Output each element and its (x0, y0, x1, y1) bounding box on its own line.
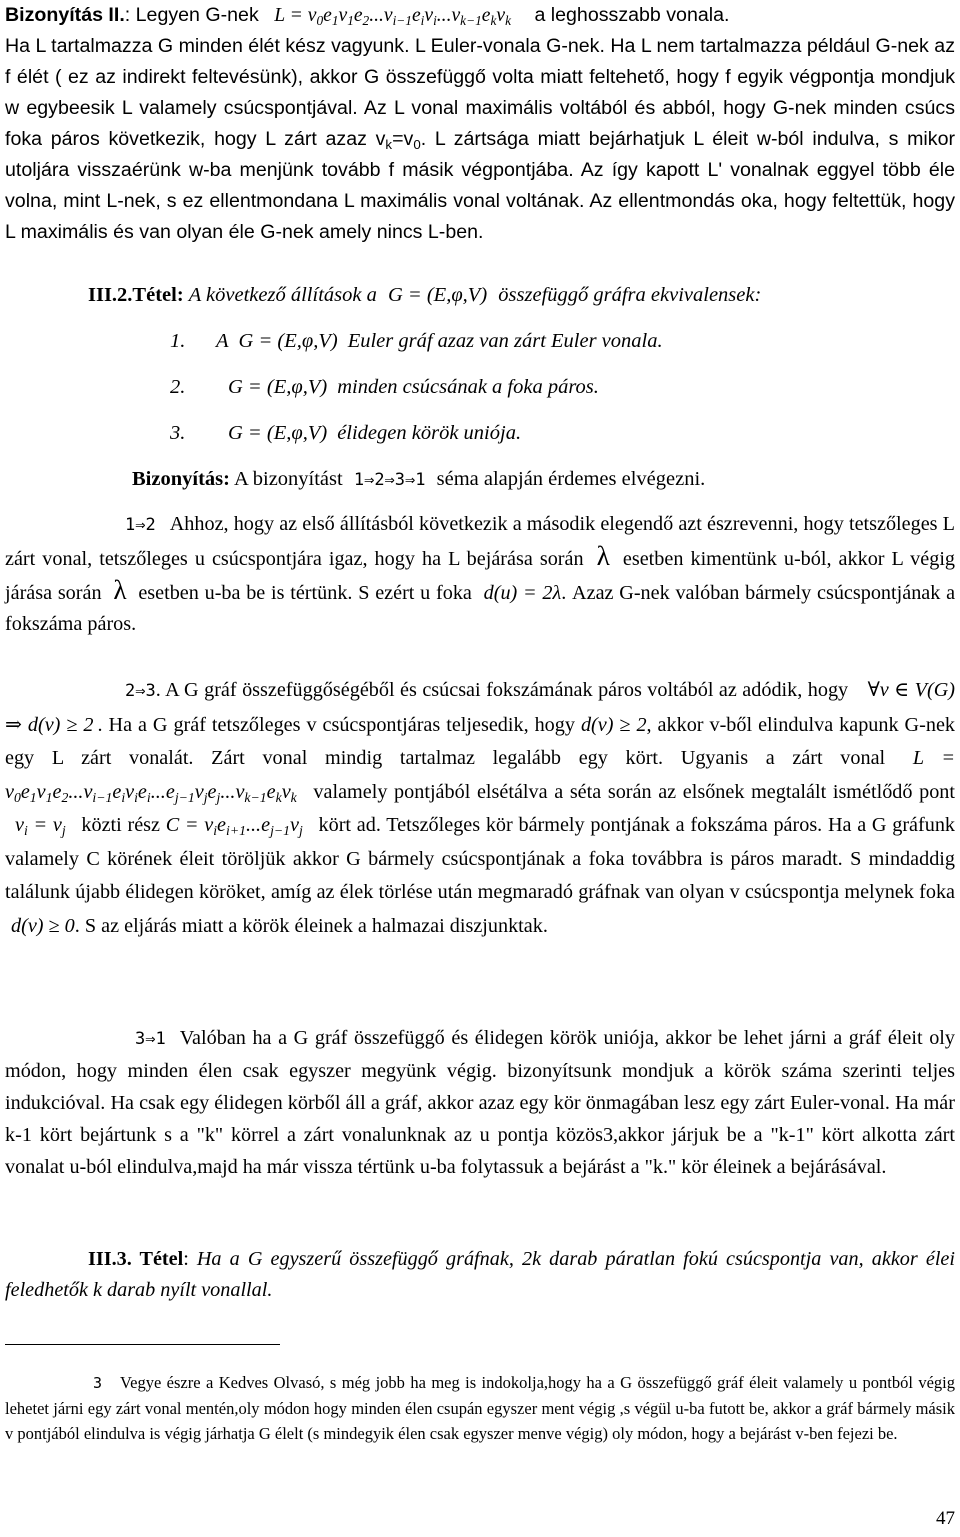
degree-condition-3: d(v) ≥ 0 (11, 914, 75, 937)
theorem-three-colon: : (183, 1248, 189, 1270)
proof-scheme-line (132, 468, 705, 491)
theorem-three (5, 1244, 955, 1306)
step-12-text-d: . Azaz G-nek valóban bármely csúcspontjának a fokszáma páros. (5, 582, 956, 635)
step-23-text-c: , akkor v-ből elindulva kapunk G-nek egy L zárt vonalát. Zárt vonal mindig tartalmaz legalább egy kört. Ugyanis a zárt vonal (5, 713, 955, 769)
theorem-item-3 (170, 422, 521, 445)
footnote-separator (5, 1344, 280, 1345)
footnote-mark: 3 (93, 1374, 103, 1392)
proof-two-tail: a leghosszabb vonala. (534, 4, 730, 26)
theorem-two-intro: A következő állítások a (188, 284, 377, 306)
item-3-text: élidegen körök uniója. (337, 422, 522, 444)
theorem-two-outro: összefüggő gráfra ekvivalensek: (498, 284, 762, 306)
step-23-text-f: kört ad. Tetszőleges kör bármely pontjának a fokszáma páros. Ha a G gráfunk valamely C körének éleit töröljük akkor G bármely csúcspontjának a foka továbbra is páros maradt. S mindaddig találunk újabb élidegen köröket, amíg az élek törlése után megmaradó gráfnak van olyan v csúcspontja melynek foka (5, 814, 956, 903)
cycle-formula: $C = v_ie_{i+1}...e_{j-1}v_j$ (165, 814, 303, 839)
step-31-label: 3⇒1 (135, 1029, 166, 1049)
step-12-text-a: Ahhoz, hogy az első állításból következik a második elegendő azt észrevenni, hogy tetszőleges L zárt vonal, tetszőleges u csúcspontjára igaz, hogy ha L bejárása során (5, 513, 955, 570)
lambda-symbol-1: λ (596, 541, 610, 571)
item-1-graph: G = (E,φ,V) (238, 330, 338, 352)
proof-two-paragraph (5, 0, 955, 248)
proof-two-text: Ha L tartalmazza G minden élét kész vagyunk. L Euler-vonala G-nek. Ha L nem tartalmazza például G-nek az f élét ( ez az indirekt feltevésünk), akkor G összefüggő volta miatt feltehető, hogy f egyik végpontja mondjuk w egybeesik L valamely csúcspontjával. Az L vonal maximális voltából és abból, hogy G-nek minden csúcs foka páros következik, hogy L zárt azaz v (5, 35, 955, 150)
step-31-text: Valóban ha a G gráf összefüggő és élidegen körök uniója, akkor be lehet járni a gráf éleit oly módon, hogy minden élen csak egyszer megyünk végig. bizonyítsunk mondjuk a körök száma szerinti teljes indukcióval. Ha csak egy élidegen körből áll a gráf, akkor azaz egy kör önmagában lesz egy zárt Euler-vonal. Ha már k-1 kört bejártunk s a "k" körrel a zárt vonalunknak az u pontja közös3,akkor járjuk be a "k-1" kört alkotta zárt vonalat u-ból elindulva,majd ha már vissza tértünk u-ba folytassuk a bejárást a "k." kör éleinek a bejárásával. (5, 1027, 955, 1178)
step-two-to-three-text (5, 674, 955, 943)
theorem-two-statement (88, 284, 761, 307)
step-23-text-a: . A G gráf összefüggőségéből és csúcsai fokszámának páros voltából az adódik, hogy (155, 679, 849, 701)
theorem-item-1 (170, 330, 663, 353)
item-3-number: 3. (170, 422, 186, 444)
theorem-two-graph: G = (E,φ,V) (387, 284, 488, 306)
step-23-text-d: valamely pontjából elsétálva a séta során az elsőnek megtalált ismétlődő pont (313, 780, 956, 803)
proof-two-lead: : Legyen G-nek (124, 4, 259, 26)
degree-condition-2: d(v) ≥ 2 (580, 713, 647, 736)
implication-scheme: 1⇒2⇒3⇒1 (353, 470, 426, 490)
step-12-text-c: esetben u-ba be is tértünk. S ezért u foka (138, 582, 472, 604)
theorem-two-label: III.2.Tétel: (88, 284, 184, 306)
item-2-graph: G = (E,φ,V) (228, 376, 328, 398)
step-23-text-e: közti rész (81, 814, 160, 836)
step-23-text-b: . Ha a G gráf tetszőleges v csúcspontjáras teljesedik, hogy (97, 713, 575, 736)
vk-equals: =v (392, 128, 414, 150)
proof-two-heading: Bizonyítás II. (5, 4, 125, 26)
proof-scheme-intro: A bizonyítást (233, 468, 343, 490)
repeat-vertex-formula: $v_i = v_j$ (15, 814, 66, 839)
vk-subscript: k (385, 136, 393, 152)
theorem-three-label: III.3. Tétel (88, 1248, 184, 1270)
v0-subscript: 0 (413, 136, 421, 152)
page-number: 47 (936, 1508, 955, 1529)
footnote (5, 1370, 955, 1446)
step-12-text-b: esetben kimentünk u-ból, akkor L végig járása során (5, 548, 956, 604)
step-23-label: 2⇒3 (125, 681, 156, 701)
proof-two-body (5, 31, 955, 248)
item-1-prefix: A (216, 330, 229, 352)
degree-condition: ∀v ∈ V(G) ⇒ d(v) ≥ 2 (5, 679, 956, 736)
degree-formula: d(u) = 2λ (483, 582, 562, 604)
theorem-three-text (5, 1244, 955, 1306)
proof-two-first-line (5, 0, 955, 31)
step-three-to-one-text (5, 1022, 955, 1183)
proof-scheme-outro: séma alapján érdemes elvégezni. (436, 468, 706, 490)
item-1-text: Euler gráf azaz van zárt Euler vonala. (347, 330, 663, 352)
step-three-to-one (5, 1022, 955, 1183)
footnote-body: Vegye észre a Kedves Olvasó, s még jobb ha meg is indokolja,hogy ha a G összefüggő gráf éleit valamely u pontból végig lehetet járni egy zárt vonal mentén,oly módon hogy minden élen csupán egyszer ment végig ,s végül u-ba futott be, akkor a gráf bármely másik v pontjából elindulva is végig járhatja G élelt (s mindegyik élen csak egyszer menve végig) oly módon, hogy a bejárást v-ben fejezi be. (5, 1373, 955, 1443)
item-3-graph: G = (E,φ,V) (228, 422, 328, 444)
closed-walk-formula: $L = v_0e_1v_1e_2...v_{i-1}e_iv_ie_i...e_{j-1}v_je_j...v_{k-1}e_kv_k$ (5, 747, 956, 805)
theorem-item-2 (170, 376, 599, 399)
step-two-to-three (5, 674, 955, 943)
proof-label: Bizonyítás: (132, 468, 230, 490)
proof-two-text-cont: . L zártsága miatt bejárhatjuk L éleit w-ból indulva, s mikor utoljára visszaérünk w-ba menjünk tovább f másik végpontjába. Az így kapott L' vonalnak eggyel több éle volna, mint L-nek, s ez ellentmondana L maximális vonal voltának. Az ellentmondás oka, hogy feltettük, hogy L maximális és van olyan éle G-nek amely nincs L-ben. (5, 128, 955, 243)
footnote-text (5, 1370, 955, 1446)
item-2-text: minden csúcsának a foka páros. (337, 376, 599, 398)
item-2-number: 2. (170, 376, 186, 398)
lambda-symbol-2: λ (113, 575, 127, 605)
step-12-label: 1⇒2 (125, 515, 156, 535)
step-one-to-two-text (5, 509, 955, 640)
theorem-three-statement: Ha a G egyszerű összefüggő gráfnak, 2k darab páratlan fokú csúcspontja van, akkor élei feledhetők k darab nyílt vonallal. (5, 1248, 956, 1301)
item-1-number: 1. (170, 330, 186, 352)
longest-walk-formula: $L = v_0e_1v_1e_2...v_{i-1}e_iv_i...v_{k-1}e_kv_k$ (274, 5, 511, 28)
step-23-text-g: . S az eljárás miatt a körök éleinek a halmazai diszjunktak. (74, 914, 548, 937)
step-one-to-two (5, 509, 955, 640)
